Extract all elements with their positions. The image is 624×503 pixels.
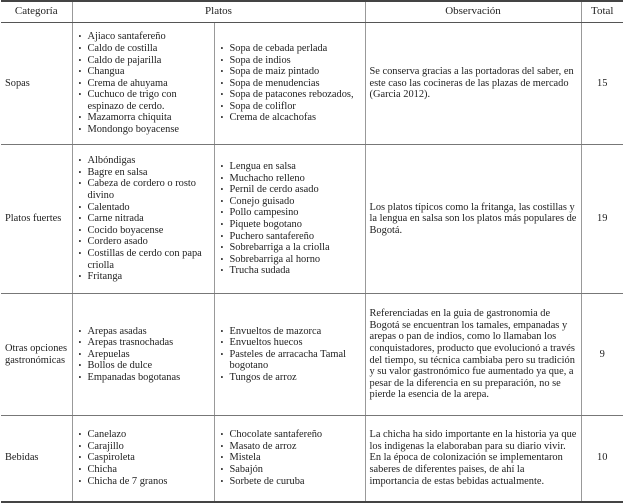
- dish-item: • Albóndigas: [79, 155, 210, 167]
- total-cell: 9: [581, 294, 623, 416]
- header-total: Total: [581, 1, 623, 23]
- dish-item: • Crema de ahuyama: [79, 78, 210, 90]
- dish-item: • Envueltos de mazorca: [221, 326, 361, 338]
- category-cell: Platos fuertes: [1, 145, 72, 294]
- observation-cell: La chicha ha sido importante en la historia ya que los indigenas la elaboraban para su diario vivir. En la época de colonización se implementaron saberes de diferentes paises, de ahí la importancia de estas bebidas actualmente.: [365, 416, 581, 502]
- dish-item: • Caldo de pajarilla: [79, 55, 210, 67]
- dish-item: • Puchero santafereño: [221, 231, 361, 243]
- gastronomy-table: [1, 0, 623, 503]
- dish-item: • Bollos de dulce: [79, 360, 210, 372]
- dish-item: • Mondongo boyacense: [79, 124, 210, 136]
- observation-cell: Los platos típicos como la fritanga, las costillas y la lengua en salsa son los platos más populares de Bogotá.: [365, 145, 581, 294]
- dish-item: • Sopa de patacones rebozados,: [221, 89, 361, 101]
- dish-item: • Changua: [79, 66, 210, 78]
- dish-item: • Masato de arroz: [221, 441, 361, 453]
- dish-item: • Cocido boyacense: [79, 225, 210, 237]
- dish-item: • Pernil de cerdo asado: [221, 184, 361, 196]
- dish-list-cell: [214, 23, 365, 145]
- dish-item: • Sobrebarriga a la criolla: [221, 242, 361, 254]
- dish-list-cell: [72, 145, 214, 294]
- dish-list: [79, 429, 210, 487]
- header-categoria: Categoría: [1, 1, 72, 23]
- dish-item: • Cabeza de cordero o rosto divino: [79, 178, 210, 201]
- dish-item: • Piquete bogotano: [221, 219, 361, 231]
- observation-cell: Referenciadas en la guia de gastronomia de Bogotá se encuentran los tamales, empanadas y arepas o pan de indios, como lo llamaban los conquistadores, producto que evolucionó a través del tiempo, su técnica cambiaba pero su tradición y su valor gastronómico fue aumentado ya que, a pesar de la diferencia en su preparación, no se pierde la esencia de la arepa.: [365, 294, 581, 416]
- header-observacion: Observación: [365, 1, 581, 23]
- dish-item: • Carajillo: [79, 441, 210, 453]
- dish-item: • Envueltos huecos: [221, 337, 361, 349]
- dish-item: • Costillas de cerdo con papa criolla: [79, 248, 210, 271]
- dish-item: • Arepuelas: [79, 349, 210, 361]
- dish-list-cell: [72, 416, 214, 502]
- dish-item: • Empanadas bogotanas: [79, 372, 210, 384]
- dish-item: • Mazamorra chiquita: [79, 112, 210, 124]
- dish-item: • Chocolate santafereño: [221, 429, 361, 441]
- dish-list-cell: [214, 294, 365, 416]
- dish-item: • Fritanga: [79, 271, 210, 283]
- dish-list-cell: [72, 294, 214, 416]
- dish-item: • Crema de alcachofas: [221, 112, 361, 124]
- dish-item: • Sopa de maiz pintado: [221, 66, 361, 78]
- dish-list: [79, 326, 210, 384]
- dish-item: • Chicha: [79, 464, 210, 476]
- dish-item: • Mistela: [221, 452, 361, 464]
- category-cell: Otras opciones gastronómicas: [1, 294, 72, 416]
- table-row: [1, 23, 623, 145]
- dish-list-cell: [72, 23, 214, 145]
- dish-item: • Lengua en salsa: [221, 161, 361, 173]
- header-row: [1, 1, 623, 23]
- dish-item: • Arepas trasnochadas: [79, 337, 210, 349]
- total-cell: 19: [581, 145, 623, 294]
- dish-item: • Pollo campesino: [221, 207, 361, 219]
- dish-item: • Sobrebarriga al horno: [221, 254, 361, 266]
- dish-item: • Cordero asado: [79, 236, 210, 248]
- dish-list: [79, 31, 210, 135]
- dish-item: • Bagre en salsa: [79, 167, 210, 179]
- dish-list-cell: [214, 416, 365, 502]
- table-row: [1, 294, 623, 416]
- dish-list: [79, 155, 210, 283]
- dish-list: [221, 326, 361, 384]
- dish-item: • Sorbete de curuba: [221, 476, 361, 488]
- dish-item: • Sopa de coliflor: [221, 101, 361, 113]
- category-cell: Bebidas: [1, 416, 72, 502]
- total-cell: 10: [581, 416, 623, 502]
- dish-item: • Pasteles de arracacha Tamal bogotano: [221, 349, 361, 372]
- dish-item: • Tungos de arroz: [221, 372, 361, 384]
- table-row: [1, 145, 623, 294]
- dish-list: [221, 429, 361, 487]
- observation-cell: Se conserva gracias a las portadoras del saber, en este caso las cocineras de las plazas de mercado (Garcia 2012).: [365, 23, 581, 145]
- header-platos: Platos: [72, 1, 365, 23]
- dish-item: • Caldo de costilla: [79, 43, 210, 55]
- dish-item: • Sopa de indios: [221, 55, 361, 67]
- dish-list: [221, 43, 361, 124]
- dish-item: • Calentado: [79, 202, 210, 214]
- category-cell: Sopas: [1, 23, 72, 145]
- table-row: [1, 416, 623, 502]
- dish-item: • Conejo guisado: [221, 196, 361, 208]
- dish-item: • Sopa de menudencias: [221, 78, 361, 90]
- dish-item: • Ajiaco santafereño: [79, 31, 210, 43]
- dish-item: • Muchacho relleno: [221, 173, 361, 185]
- dish-item: • Canelazo: [79, 429, 210, 441]
- dish-item: • Cuchuco de trigo con espinazo de cerdo.: [79, 89, 210, 112]
- dish-item: • Arepas asadas: [79, 326, 210, 338]
- total-cell: 15: [581, 23, 623, 145]
- dish-item: • Carne nitrada: [79, 213, 210, 225]
- dish-item: • Caspiroleta: [79, 452, 210, 464]
- dish-item: • Sopa de cebada perlada: [221, 43, 361, 55]
- dish-item: • Chicha de 7 granos: [79, 476, 210, 488]
- dish-list-cell: [214, 145, 365, 294]
- dish-item: • Trucha sudada: [221, 265, 361, 277]
- dish-item: • Sabajón: [221, 464, 361, 476]
- dish-list: [221, 161, 361, 277]
